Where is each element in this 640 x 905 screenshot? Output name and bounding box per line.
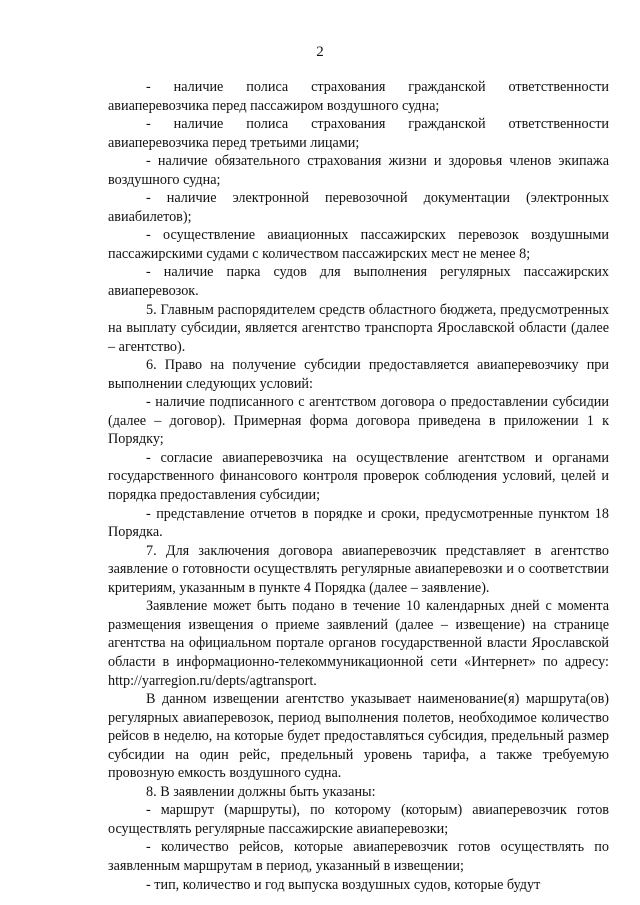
paragraph: 8. В заявлении должны быть указаны: (146, 783, 376, 800)
paragraph: 7. Для заключения договора авиаперевозчик представляет в агентство заявление о готовности осуществлять регулярные авиаперевозки и о соответствии критериям, указанным в пункте 4 Порядка (далее – заявление). (108, 542, 609, 596)
paragraph: - осуществление авиационных пассажирских перевозок воздушными пассажирскими судами с количеством пассажирских мест не менее 8; (108, 227, 609, 262)
paragraph: - наличие обязательного страхования жизни и здоровья членов экипажа воздушного судна; (108, 153, 609, 188)
paragraph: - наличие парка судов для выполнения регулярных пассажирских авиаперевозок. (108, 264, 609, 300)
paragraph: - представление отчетов в порядке и сроки, предусмотренные пунктом 18 Порядка. (108, 505, 609, 541)
paragraph: 5. Главным распорядителем средств областного бюджета, предусмотренных на выплату субсидии, является агентство транспорта Ярославской области (далее – агентство). (108, 301, 609, 355)
paragraph: - тип, количество и год выпуска воздушных судов, которые будут (146, 876, 541, 893)
paragraph: - наличие полиса страхования гражданской ответственности авиаперевозчика перед третьими лицами; (108, 116, 609, 151)
paragraph: - согласие авиаперевозчика на осуществление агентством и органами государственного финансового контроля проверок соблюдения условий, целей и порядка предоставления субсидии; (108, 449, 609, 504)
paragraph: - количество рейсов, которые авиаперевозчик готов осуществлять по заявленным маршрутам в период, указанный в извещении; (108, 839, 609, 874)
paragraph: 6. Право на получение субсидии предоставляется авиаперевозчику при выполнении следующих условий: (108, 357, 609, 392)
document-body (108, 78, 609, 894)
paragraph: В данном извещении агентство указывает наименование(я) маршрута(ов) регулярных авиаперевозок, период выполнения полетов, необходимое количество рейсов в неделю, на которые будет предоставляться субсидия, предельный размер субсидии на один рейс, предельный уровень тарифа, а также требуемую провозную емкость воздушного судна. (108, 691, 609, 782)
paragraph: - маршрут (маршруты), по которому (которым) авиаперевозчик готов осуществлять регулярные пассажирские авиаперевозки; (108, 802, 609, 837)
page-number: 2 (316, 44, 324, 60)
paragraph: - наличие подписанного с агентством договора о предоставлении субсидии (далее – договор). Примерная форма договора приведена в приложении 1 к Порядку; (108, 394, 609, 448)
paragraph: Заявление может быть подано в течение 10 календарных дней с момента размещения извещения о приеме заявлений (далее – извещение) на странице агентства на официальном портале органов государственной власти Ярославской области в информационно-телекоммуникационной сети «Интернет» по адресу: http://yarregion.ru/depts/agtransport. (108, 598, 609, 689)
paragraph: - наличие полиса страхования гражданской ответственности авиаперевозчика перед пассажиром воздушного судна; (108, 79, 609, 114)
paragraph: - наличие электронной перевозочной документации (электронных авиабилетов); (108, 190, 609, 225)
